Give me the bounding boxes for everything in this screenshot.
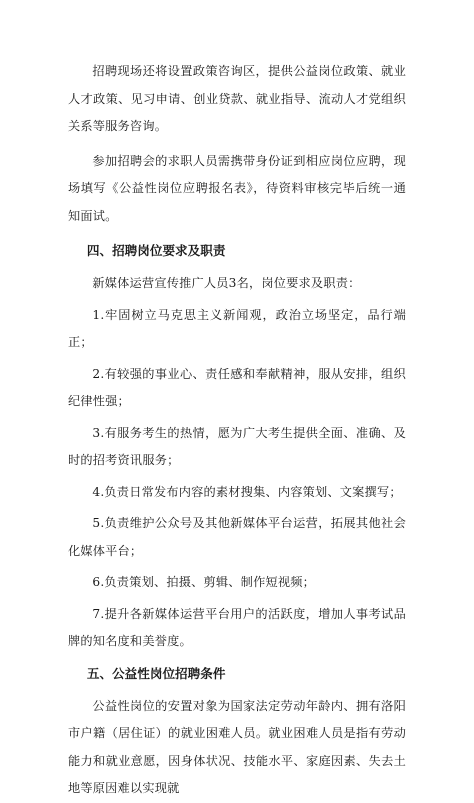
paragraph-conditions: 公益性岗位的安置对象为国家法定劳动年龄内、拥有洛阳市户籍（居住证）的就业困难人员。就业困难人员是指有劳动能力和就业意愿，因身体状况、技能水平、家庭因素、失去土地等原因难以实现就 [68, 698, 406, 795]
list-item: 7.提升各新媒体运营平台用户的活跃度，增加人事考试品牌的知名度和美誉度。 [68, 606, 406, 648]
paragraph-consultation: 招聘现场还将设置政策咨询区，提供公益岗位政策、就业人才政策、见习申请、创业贷款、就业指导、流动人才党组织关系等服务咨询。 [68, 64, 406, 133]
list-item: 5.负责维护公众号及其他新媒体平台运营，拓展其他社会化媒体平台； [68, 516, 406, 558]
list-item: 4.负责日常发布内容的素材搜集、内容策划、文案撰写； [92, 484, 402, 499]
list-item: 1.牢固树立马克思主义新闻观，政治立场坚定，品行端正； [68, 307, 406, 349]
list-item: 3.有服务考生的热情，愿为广大考生提供全面、准确、及时的招考资讯服务； [68, 425, 406, 467]
list-item: 6.负责策划、拍摄、剪辑、制作短视频； [92, 575, 316, 589]
paragraph-application: 参加招聘会的求职人员需携带身份证到相应岗位应聘，现场填写《公益性岗位应聘报名表》，待资料审核完毕后统一通知面试。 [68, 153, 406, 223]
section-heading-requirements: 四、招聘岗位要求及职责 [86, 243, 226, 258]
list-item: 2.有较强的事业心、责任感和奉献精神，服从安排，组织纪律性强； [68, 366, 406, 408]
section-intro: 新媒体运营宣传推广人员3名，岗位要求及职责： [92, 276, 361, 290]
section-heading-conditions: 五、公益性岗位招聘条件 [86, 665, 226, 681]
